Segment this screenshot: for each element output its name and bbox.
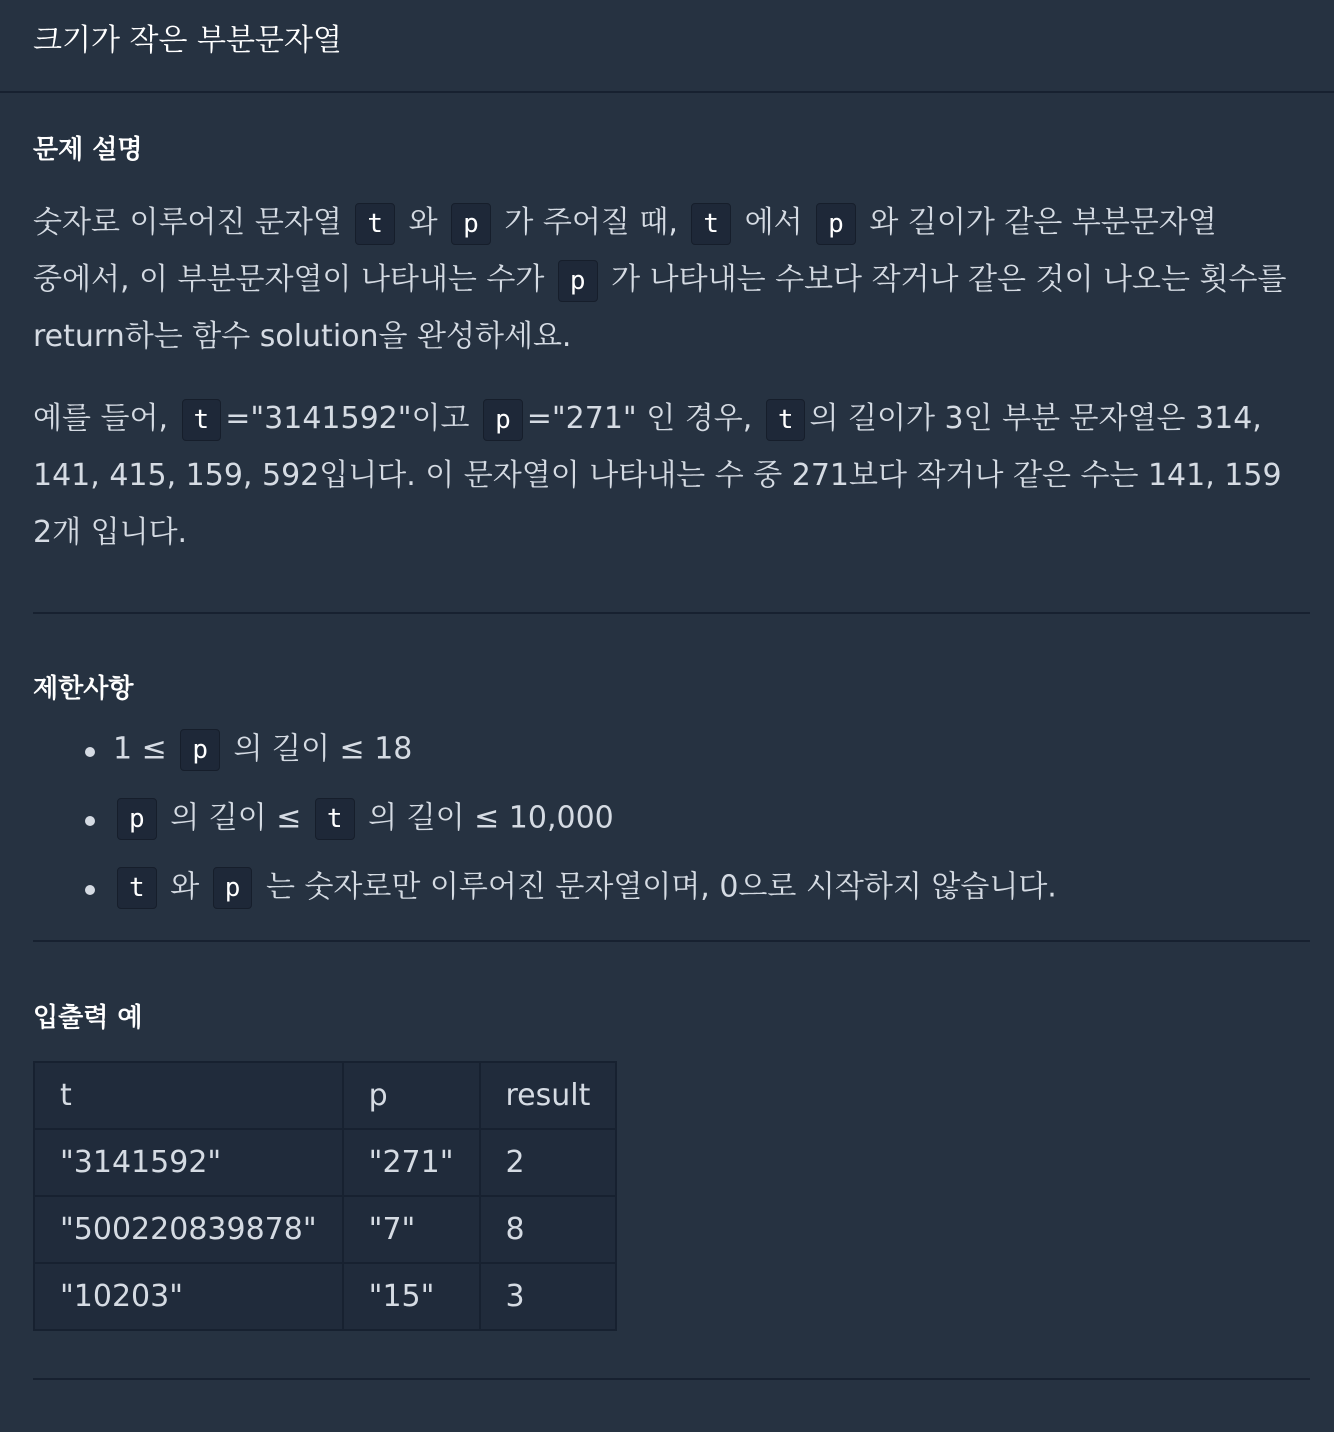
text: 와	[170, 869, 200, 905]
column-header-t: t	[34, 1062, 343, 1129]
cell-t: "10203"	[34, 1263, 343, 1330]
io-heading: 입출력 예	[33, 1003, 143, 1033]
code-t: t	[355, 203, 395, 245]
io-table	[33, 1061, 617, 1331]
text: 의 길이 ≤ 18	[233, 731, 413, 767]
io-example-section	[33, 942, 1310, 1331]
constraint-item	[113, 867, 1310, 909]
code-p: p	[558, 260, 598, 302]
code-p: p	[483, 399, 523, 441]
cell-result: 8	[480, 1196, 617, 1263]
cell-p: "7"	[343, 1196, 480, 1263]
code-p: p	[213, 867, 253, 909]
text: 의 길이가 3인 부분 문자열은 314, 141, 415, 159, 592입니다. 이 문자열이 나타내는 수 중 271보다 작거나 같은 수는 141, 159 2개 입니다.	[33, 401, 1282, 550]
constraint-item	[113, 798, 1310, 840]
text: 1 ≤	[113, 731, 167, 767]
constraints-heading: 제한사항	[33, 674, 134, 704]
text: 가 주어질 때,	[504, 205, 678, 240]
section-divider	[33, 1378, 1310, 1380]
text: 는 숫자로만 이루어진 문자열이며, 0으로 시작하지 않습니다.	[265, 869, 1057, 905]
text: 가 나타내는 수보다 작거나 같은 것이 나오는 횟수를 return하는 함수 solution을 완성하세요.	[33, 262, 1287, 354]
code-t: t	[766, 399, 806, 441]
code-p: p	[451, 203, 491, 245]
table-row	[34, 1196, 616, 1263]
column-header-result: result	[480, 1062, 617, 1129]
text: 와 길이가 같은 부분문자열 중에서, 이 부분문자열이 나타내는 수가	[33, 205, 1217, 297]
page-header	[0, 0, 1334, 93]
code-t: t	[315, 798, 355, 840]
text: 의 길이 ≤	[170, 800, 302, 836]
cell-p: "271"	[343, 1129, 480, 1196]
constraints-list	[33, 729, 1310, 909]
description-section	[33, 93, 1310, 561]
table-row	[34, 1263, 616, 1330]
cell-result: 3	[480, 1263, 617, 1330]
text: ="3141592"이고	[225, 401, 470, 436]
text: 와	[408, 205, 438, 240]
page-title: 크기가 작은 부분문자열	[33, 22, 342, 58]
description-heading: 문제 설명	[33, 135, 143, 165]
cell-t: "3141592"	[34, 1129, 343, 1196]
code-p: p	[816, 203, 856, 245]
cell-t: "500220839878"	[34, 1196, 343, 1263]
constraints-section	[33, 614, 1310, 909]
text: 의 길이 ≤ 10,000	[368, 800, 614, 836]
table-header-row	[34, 1062, 616, 1129]
text: 예를 들어,	[33, 401, 168, 436]
problem-content	[0, 93, 1334, 1380]
text: 에서	[744, 205, 803, 240]
description-paragraph-1	[33, 194, 1310, 365]
table-row	[34, 1129, 616, 1196]
description-paragraph-2	[33, 390, 1310, 561]
code-p: p	[180, 729, 220, 771]
cell-result: 2	[480, 1129, 617, 1196]
text: 숫자로 이루어진 문자열	[33, 205, 342, 240]
code-t: t	[117, 867, 157, 909]
column-header-p: p	[343, 1062, 480, 1129]
code-t: t	[182, 399, 222, 441]
text: ="271" 인 경우,	[526, 401, 753, 436]
cell-p: "15"	[343, 1263, 480, 1330]
code-p: p	[117, 798, 157, 840]
constraint-item	[113, 729, 1310, 771]
code-t: t	[691, 203, 731, 245]
